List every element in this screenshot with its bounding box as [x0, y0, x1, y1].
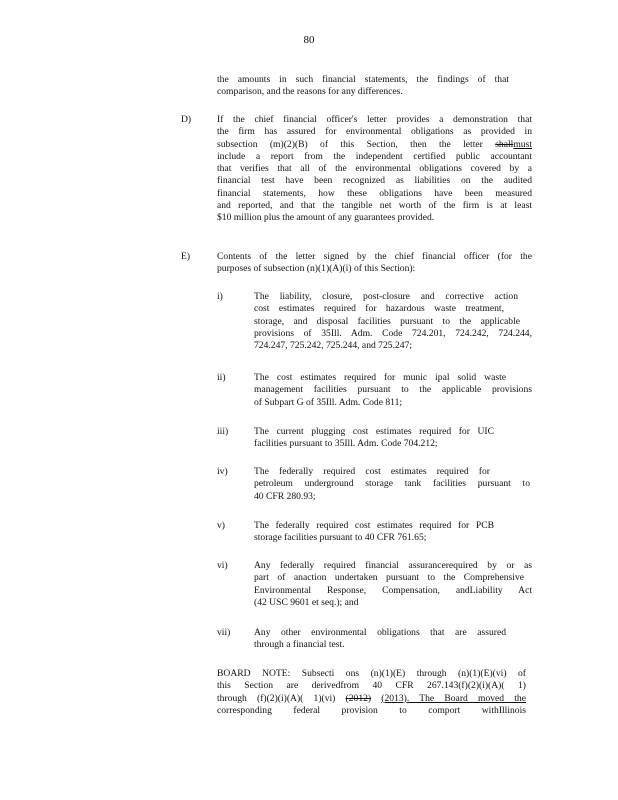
item-label-d: D) [181, 114, 192, 125]
subitem-line: The federally required cost estimates required for PCB [254, 520, 494, 531]
paragraph-d-line: financial test have been recognized as liabilities on the audited [217, 175, 532, 187]
intro-line: the amounts in such financial statements, the findings of that [217, 74, 509, 85]
subitem-line: The current plugging cost estimates required for UIC [254, 426, 494, 437]
subitem-label: iii) [217, 426, 229, 437]
board-note-line: BOARD NOTE: Subsecti ons (n)(1)(E) through (n)(1)(E)(vi) of [217, 668, 526, 679]
paragraph-e-line: Contents of the letter signed by the chief financial officer (for the [217, 251, 532, 262]
subitem-line: through a financial test. [254, 639, 345, 651]
paragraph-d-line: and reported, and that the tangible net worth of the firm is at least [217, 200, 532, 212]
subitem-line: Environmental Response, Compensation, andLiability Act [254, 584, 532, 596]
paragraph-e-line: purposes of subsection (n)(1)(A)(i) of this Section): [217, 263, 416, 275]
paragraph-d-line: financial statements, how these obligations have been measured [217, 187, 532, 199]
subitem-label: vii) [217, 627, 231, 638]
subitem-text [254, 291, 532, 352]
item-label-e: E) [181, 251, 191, 262]
struck-year: (2012) [345, 692, 372, 704]
subitem-text [254, 466, 530, 503]
subitem-line: Any other environmental obligations that are assured [254, 627, 506, 638]
subitem-text [254, 627, 506, 652]
subitem-text [254, 426, 494, 451]
paragraph-d-line: If the chief financial officer's letter provides a demonstration that [217, 114, 532, 125]
board-note-line: this Section are derivedfrom 40 CFR 267.143(f)(2)(i)(A)( 1) [217, 680, 526, 692]
page-number: 80 [303, 34, 315, 46]
subitem-label: iv) [217, 466, 228, 477]
paragraph-d-line: include a report from the independent certified public accountant [217, 150, 532, 162]
inserted-word: must [513, 138, 532, 150]
board-note-text: through (f)(2)(i)(A)( 1)(vi) [217, 692, 336, 704]
subitem-line: The cost estimates required for munic ipal solid waste [254, 372, 506, 383]
subitem-label: ii) [217, 372, 226, 383]
subitem-line: of Subpart G of 35Ill. Adm. Code 811; [254, 396, 403, 408]
subitem-text [254, 372, 532, 409]
subitem-line: The federally required cost estimates required for [254, 466, 490, 477]
paragraph-d-text: subsection (m)(2)(B) of this Section, then the letter [217, 138, 496, 150]
subitem-line: (42 USC 9601 et seq.); and [254, 596, 359, 608]
subitem-line: provisions of 35Ill. Adm. Code 724.201, 724.242, 724.244, [254, 327, 532, 339]
subitem-text [254, 560, 532, 609]
subitem-line: facilities pursuant to 35Ill. Adm. Code 704.212; [254, 438, 438, 450]
paragraph-e [217, 251, 532, 276]
subitem-line: 724.247, 725.242, 725.244, and 725.247; [254, 340, 413, 352]
intro-line: comparison, and the reasons for any differences. [217, 86, 403, 98]
struck-word: shall [495, 138, 514, 150]
paragraph-d-line: $10 million plus the amount of any guarantees provided. [217, 212, 435, 224]
subitem-line: The liability, closure, post-closure and corrective action [254, 291, 518, 302]
paragraph-d-line: that verifies that all of the environmental obligations covered by a [217, 163, 532, 175]
paragraph-d-line: the firm has assured for environmental obligations as provided in [217, 126, 532, 138]
subitem-label: i) [217, 291, 223, 302]
board-note-line: corresponding federal provision to comport withIllinois [217, 704, 526, 716]
subitem-line: petroleum underground storage tank facilities pursuant to [254, 478, 530, 490]
board-note [217, 668, 526, 717]
subitem-line: management facilities pursuant to the applicable provisions [254, 384, 532, 396]
board-note-text: . The Board moved the [406, 692, 526, 704]
board-note-line-amended [217, 693, 526, 705]
paragraph-d-line-amended [217, 139, 532, 151]
subitem-line: storage facilities pursuant to 40 CFR 761.65; [254, 532, 427, 544]
subitem-text [254, 520, 494, 545]
subitem-line: cost estimates required for hazardous waste treatment, [254, 303, 504, 315]
subitem-line: 40 CFR 280.93; [254, 490, 316, 502]
subitem-label: v) [217, 520, 225, 531]
subitem-line: storage, and disposal facilities pursuant to the applicable [254, 315, 520, 327]
inserted-year: (2013) [381, 692, 407, 704]
subitem-label: vi) [217, 560, 228, 571]
paragraph-d [217, 114, 532, 225]
subitem-line: part of anaction undertaken pursuant to the Comprehensive [254, 572, 524, 584]
intro-paragraph [217, 74, 509, 99]
subitem-line: Any federally required financial assurancerequired by or as [254, 560, 532, 571]
